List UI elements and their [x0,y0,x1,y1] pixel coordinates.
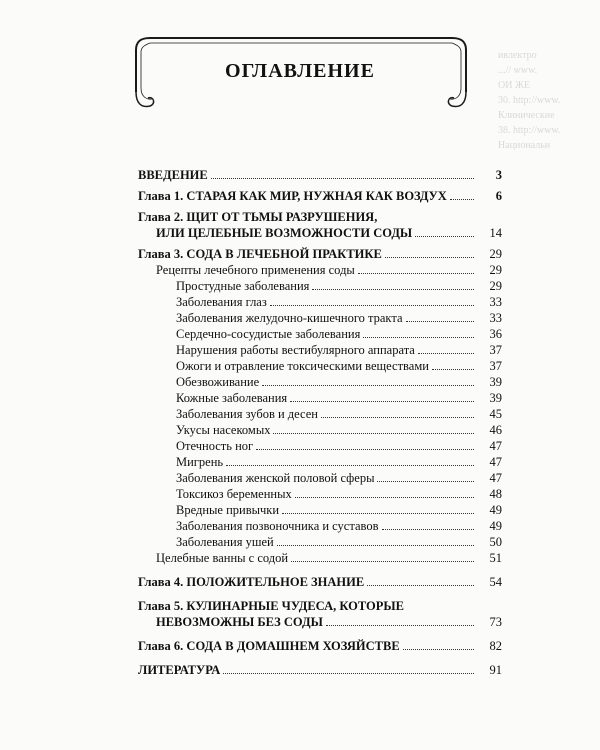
toc-entry [138,278,502,294]
dot-leader [321,417,474,418]
toc-label: Заболевания позвоночника и суставов [176,519,379,533]
dot-leader [223,673,474,674]
toc-entry [138,209,502,241]
toc-page: 54 [489,575,502,589]
toc-page: 49 [489,519,502,533]
toc-page: 47 [489,439,502,453]
bleed-line: ОИ ЖЕ [498,80,531,91]
toc-entry [138,167,502,183]
dot-leader [415,236,474,237]
toc-entry [138,454,502,470]
dot-leader [282,513,474,514]
toc-label: Простудные заболевания [176,279,310,293]
toc-page: 51 [489,551,502,565]
toc-page: 82 [489,639,502,653]
toc-page: 33 [489,311,502,325]
toc-label: Глава 3. СОДА В ЛЕЧЕБНОЙ ПРАКТИКЕ [138,247,382,261]
dot-leader [432,369,474,370]
toc-entry [138,534,502,550]
dot-leader [291,561,474,562]
toc-label: Ожоги и отравление токсическими веществами [176,359,429,373]
toc-entry [138,470,502,486]
toc-entry [138,342,502,358]
dot-leader [367,585,474,586]
toc-entry [138,574,502,590]
toc-label: Отечность ног [176,439,254,453]
dot-leader [277,545,474,546]
bleed-line: Национальн [498,140,551,151]
toc-entry [138,518,502,534]
toc-label: Сердечно-сосудистые заболевания [176,327,361,341]
toc-label: Глава 4. ПОЛОЖИТЕЛЬНОЕ ЗНАНИЕ [138,575,365,589]
toc-label: Глава 1. СТАРАЯ КАК МИР, НУЖНАЯ КАК ВОЗДУХ [138,189,447,203]
toc-page: 29 [489,247,502,261]
dot-leader [295,497,474,498]
toc-label: Укусы насекомых [176,423,271,437]
toc-entry [138,422,502,438]
toc-page: 73 [489,615,502,629]
dot-leader [256,449,474,450]
bleed-line: Клинические [498,110,555,121]
toc-entry [138,406,502,422]
dot-leader [226,465,474,466]
toc-label: Глава 5. КУЛИНАРНЫЕ ЧУДЕСА, КОТОРЫЕ [138,599,404,613]
toc-page: 47 [489,471,502,485]
toc-page: 46 [489,423,502,437]
toc-page: 3 [495,168,502,182]
dot-leader [382,529,475,530]
page-title: ОГЛАВЛЕНИЕ [225,60,375,82]
toc-page: 48 [489,487,502,501]
dot-leader [273,433,474,434]
toc-page: 33 [489,295,502,309]
toc-entry [138,294,502,310]
toc-page: 29 [489,263,502,277]
dot-leader [326,625,474,626]
toc-page: 39 [489,375,502,389]
toc-entry [138,390,502,406]
toc-page: 37 [489,359,502,373]
toc-page: 29 [489,279,502,293]
toc-entry [138,486,502,502]
bleed-line: ...// www. [498,65,538,76]
dot-leader [403,649,474,650]
toc-label: Заболевания глаз [176,295,267,309]
toc-label: Заболевания женской половой сферы [176,471,375,485]
dot-leader [418,353,474,354]
toc-entry [138,310,502,326]
bleed-line: ивлектро [498,50,537,61]
toc-label: Нарушения работы вестибулярного аппарата [176,343,415,357]
toc-label: Заболевания желудочно-кишечного тракта [176,311,403,325]
dot-leader [211,178,474,179]
dot-leader [406,321,474,322]
dot-leader [363,337,474,338]
toc-label: Мигрень [176,455,224,469]
toc-label: ЛИТЕРАТУРА [138,663,221,677]
toc-entry [138,358,502,374]
toc-label: Заболевания зубов и десен [176,407,318,421]
bleed-line: 38. http://www. [498,125,561,136]
toc-label: Вредные привычки [176,503,280,517]
toc-label: Токсикоз беременных [176,487,292,501]
toc-page: 37 [489,343,502,357]
dot-leader [270,305,474,306]
bleed-line: 30. http://www. [498,95,561,106]
toc-label: Кожные заболевания [176,391,288,405]
dot-leader [450,199,474,200]
dot-leader [377,481,474,482]
toc-label: Целебные ванны с содой [156,551,289,565]
toc-label: Глава 6. СОДА В ДОМАШНЕМ ХОЗЯЙСТВЕ [138,639,400,653]
toc-entry [138,638,502,654]
toc-page: 45 [489,407,502,421]
toc-label-continued: НЕВОЗМОЖНЫ БЕЗ СОДЫ [156,615,323,629]
toc-page: 14 [489,226,502,240]
toc-label: Заболевания ушей [176,535,274,549]
toc-page: 6 [495,189,502,203]
toc-label: Глава 2. ЩИТ ОТ ТЬМЫ РАЗРУШЕНИЯ, [138,210,378,224]
toc-entry [138,262,502,278]
toc-label-continued: ИЛИ ЦЕЛЕБНЫЕ ВОЗМОЖНОСТИ СОДЫ [156,226,413,240]
toc-page: 39 [489,391,502,405]
toc-page: 36 [489,327,502,341]
dot-leader [262,385,474,386]
toc-entry [138,502,502,518]
table-of-contents [138,167,502,678]
toc-entry [138,326,502,342]
toc-label: ВВЕДЕНИЕ [138,168,208,182]
toc-page: 50 [489,535,502,549]
toc-page: 91 [489,663,502,677]
toc-entry [138,598,502,630]
toc-label: Рецепты лечебного применения соды [156,263,355,277]
dot-leader [312,289,474,290]
toc-entry [138,188,502,204]
toc-page: 49 [489,503,502,517]
toc-entry [138,246,502,262]
toc-page: 47 [489,455,502,469]
toc-entry [138,662,502,678]
dot-leader [385,257,474,258]
dot-leader [290,401,474,402]
toc-label: Обезвоживание [176,375,260,389]
dot-leader [358,273,474,274]
toc-entry [138,550,502,566]
toc-entry [138,438,502,454]
toc-entry [138,374,502,390]
